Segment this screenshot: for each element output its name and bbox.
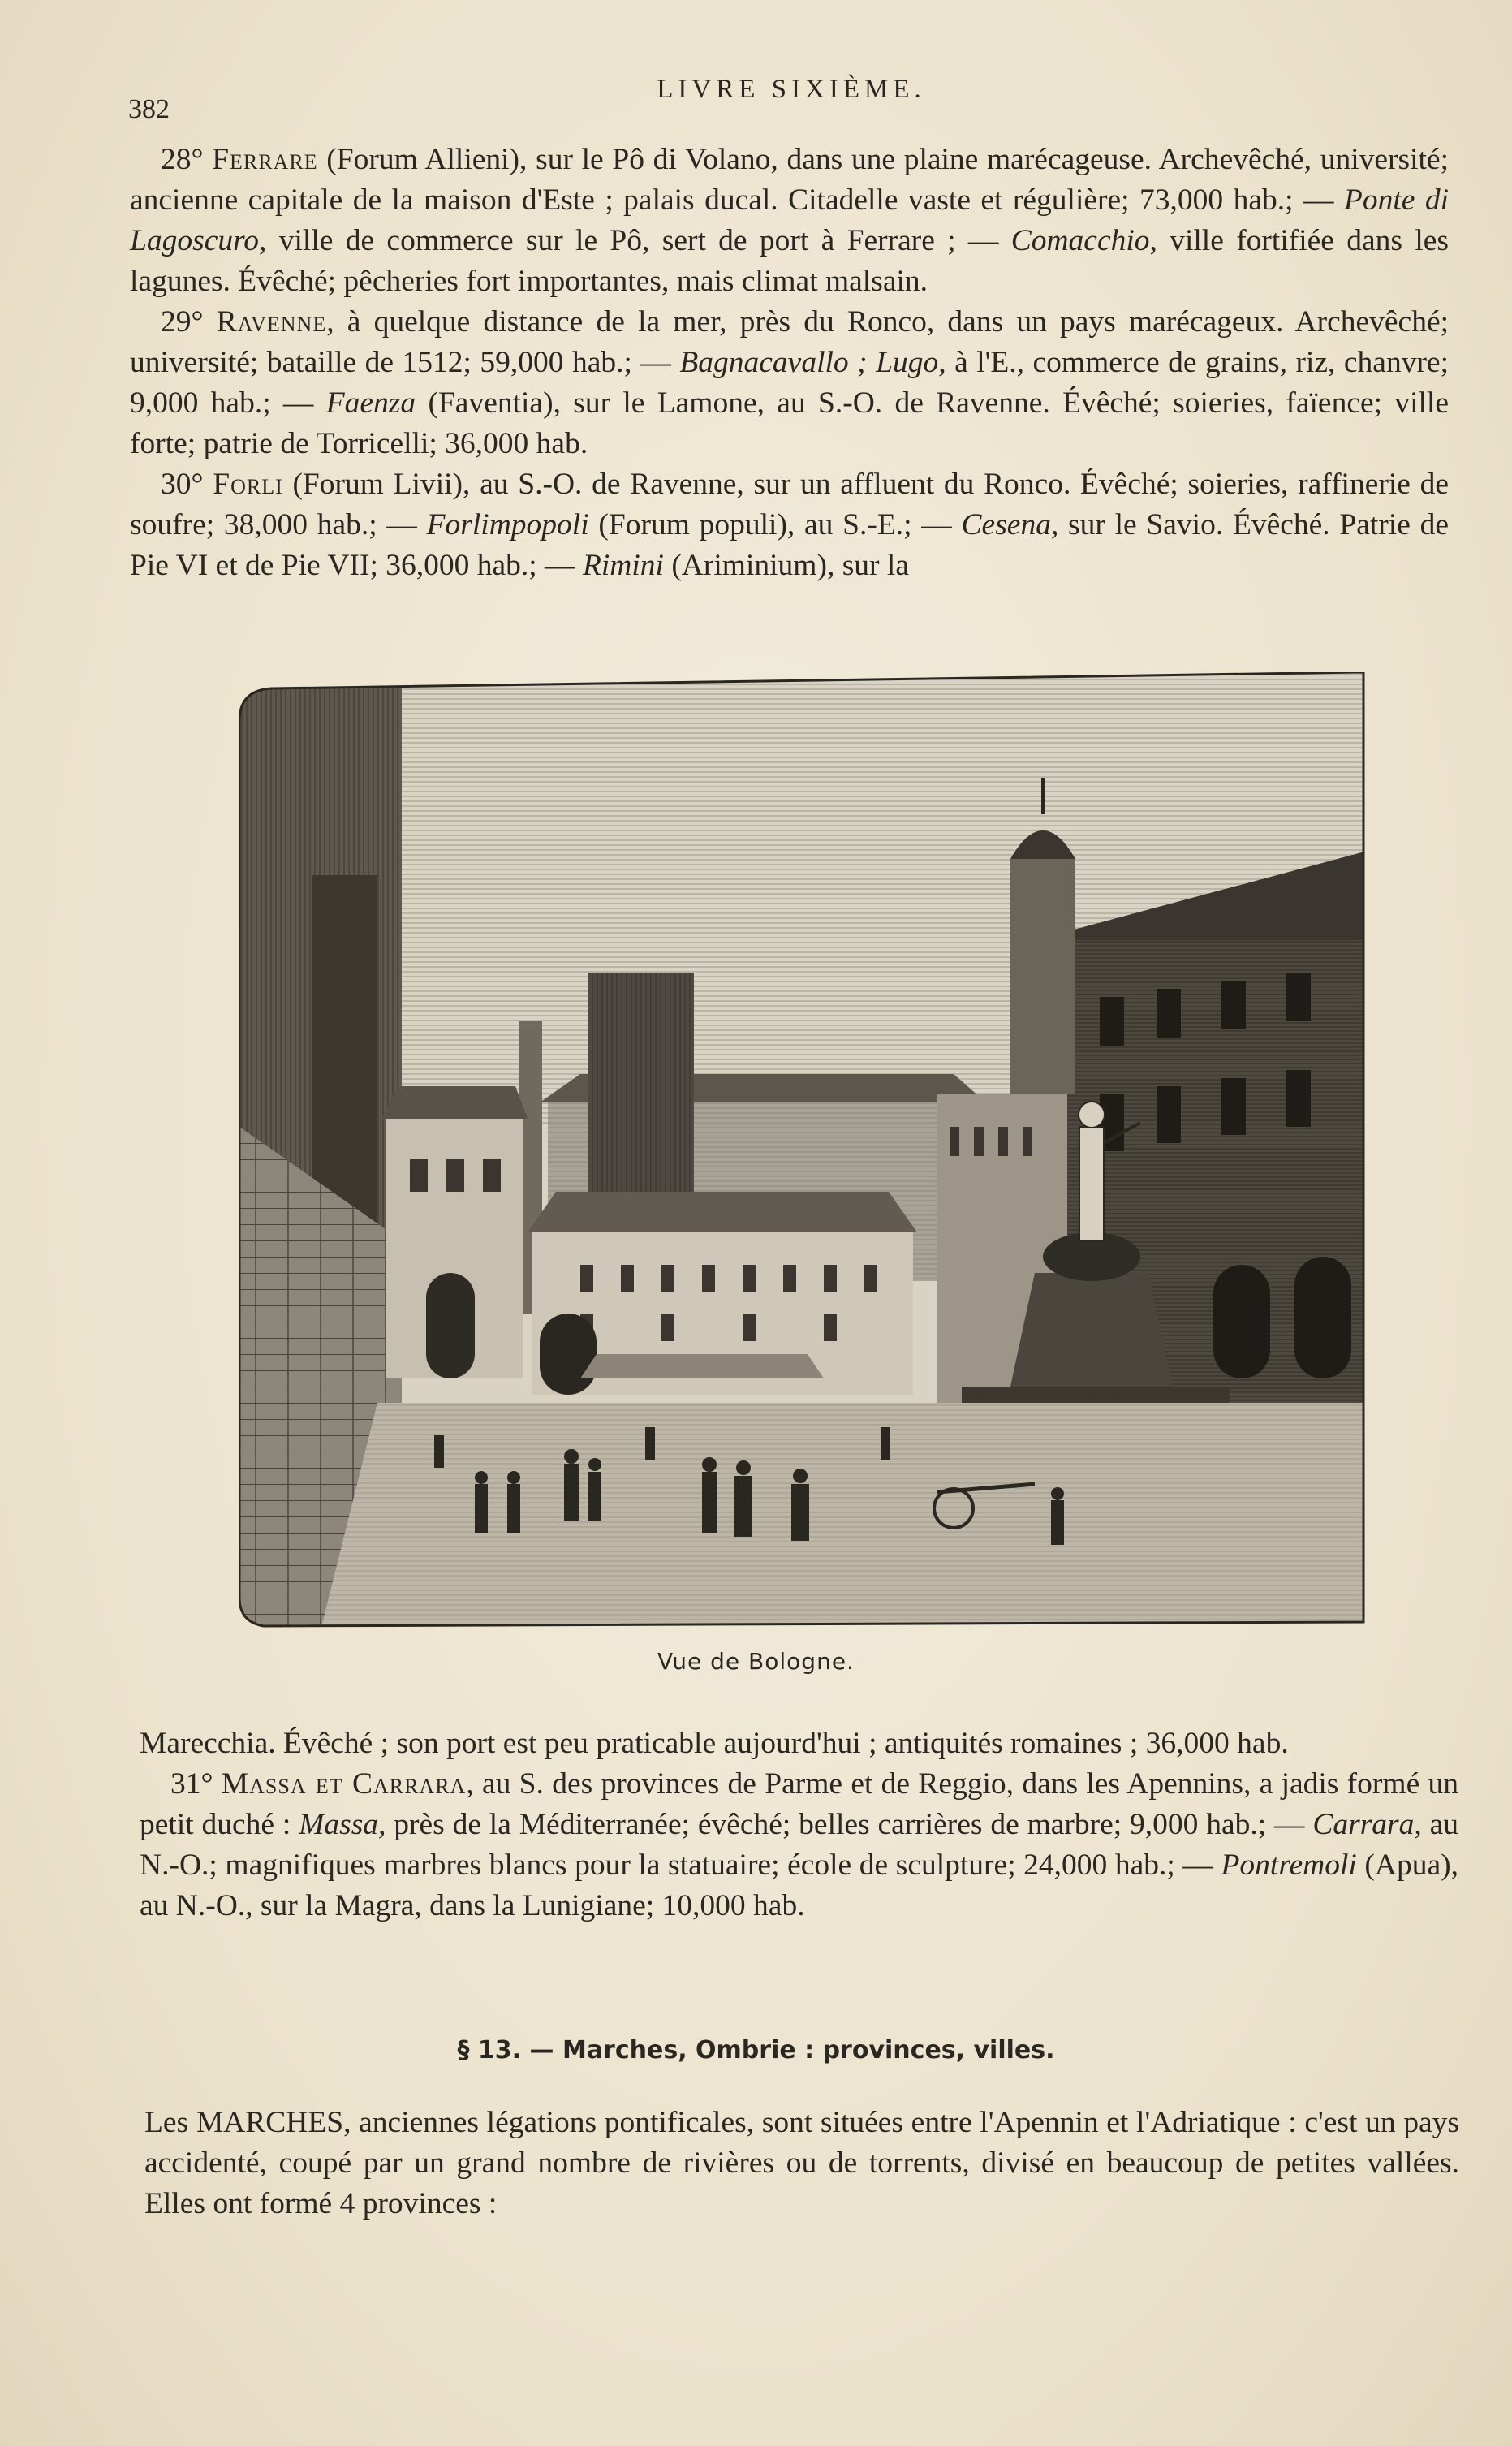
section-body bbox=[144, 2103, 1459, 2224]
running-head: LIVRE SIXIÈME. bbox=[657, 75, 926, 104]
page-header bbox=[122, 75, 1461, 124]
entry-ravenne: 29° Ravenne, à quelque distance de la mer, près du Ronco, dans un pays marécageux. Archevêché; université; bataille de 1512; 59,000 hab.; — Bagnacavallo ; Lugo, à l'E., commerce de grains, riz, chanvre; 9,000 hab.; — Faenza (Faventia), sur le Lamone, au S.-O. de Ravenne. Évêché; soieries, faïence; ville forte; patrie de Torricelli; 36,000 hab. bbox=[130, 305, 1450, 460]
continuation-block bbox=[140, 1723, 1458, 1926]
engraving-vue-de-bologne bbox=[239, 672, 1368, 1630]
entry-forli: 30° Forli (Forum Livii), au S.-O. de Ravenne, sur un affluent du Ronco. Évêché; soieries, raffinerie de soufre; 38,000 hab.; — Forlimpopoli (Forum populi), au S.-E.; — Cesena, sur le Savio. Évêché. Patrie de Pie VI et de Pie VII; 36,000 hab.; — Rimini (Ariminium), sur la bbox=[130, 468, 1450, 582]
page-number: 382 bbox=[128, 94, 170, 124]
engraving-illustration bbox=[239, 672, 1368, 1630]
entry-massa-carrara: 31° Massa et Carrara, au S. des provinces de Parme et de Reggio, dans les Apennins, a jadis formé un petit duché : Massa, près de la Méditerranée; évêché; belles carrières de marbre; 9,000 hab.; — Carrara, au N.-O.; magnifiques marbres blancs pour la statuaire; école de sculpture; 24,000 hab.; — Pontremoli (Apua), au N.-O., sur la Magra, dans la Lunigiane; 10,000 hab. bbox=[140, 1767, 1459, 1922]
figure-caption: Vue de Bologne. bbox=[657, 1648, 855, 1675]
entries-block bbox=[130, 140, 1449, 586]
continuation-line: Marecchia. Évêché ; son port est peu praticable aujourd'hui ; antiquités romaines ; 36,000 hab. bbox=[140, 1727, 1289, 1760]
section-title: § 13. — Marches, Ombrie : provinces, villes. bbox=[457, 2036, 1055, 2064]
section-paragraph: Les MARCHES, anciennes légations pontificales, sont situées entre l'Apennin et l'Adriatique : c'est un pays accidenté, coupé par un grand nombre de rivières ou de torrents, divisé en beaucoup de petites vallées. Elles ont formé 4 provinces : bbox=[144, 2106, 1459, 2220]
entry-ferrare: 28° Ferrare (Forum Allieni), sur le Pô di Volano, dans une plaine marécageuse. Archevêché, université; ancienne capitale de la maison d'Este ; palais ducal. Citadelle vaste et régulière; 73,000 hab.; — Ponte di Lagoscuro, ville de commerce sur le Pô, sert de port à Ferrare ; — Comacchio, ville fortifiée dans les lagunes. Évêché; pêcheries fort importantes, mais climat malsain. bbox=[130, 143, 1450, 298]
